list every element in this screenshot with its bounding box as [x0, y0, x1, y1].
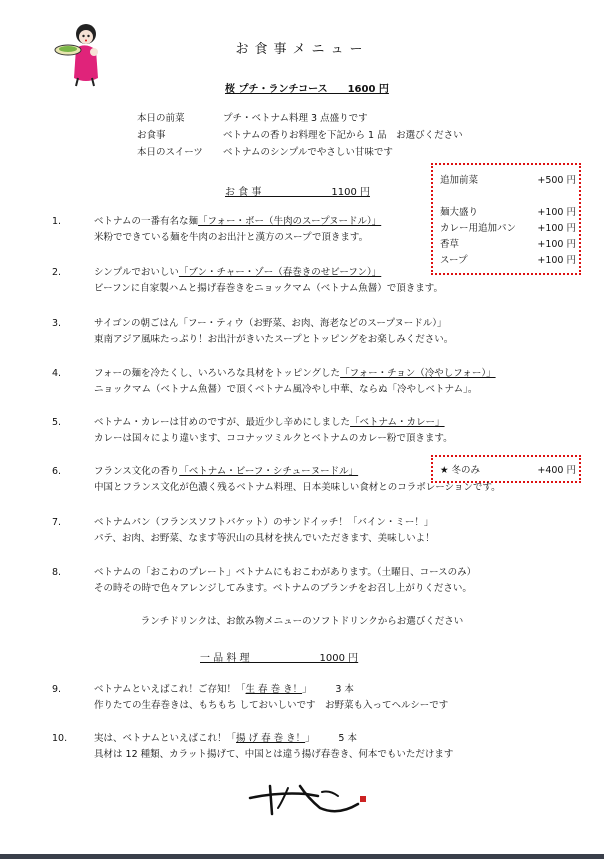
addon-price: +100 円: [537, 239, 576, 250]
menu-item: [52, 731, 454, 763]
item-desc: ビーフンに自家製ハムと揚げ春巻きをニョックマム（ベトナム魚醤）で頂きます。: [94, 283, 444, 294]
item-number: 1.: [52, 216, 62, 227]
item-highlight: 揚 げ 春 巻 き！: [236, 733, 306, 744]
addon-price: +100 円: [537, 223, 576, 234]
item-highlight: 「ベトナム・カレー」: [350, 417, 445, 428]
addon-name: カレー用追加パン: [440, 223, 517, 234]
addon-price: +100 円: [537, 207, 576, 218]
item-desc: 中国とフランス文化が色濃く残るベトナム料理、日本美味しい食材とのコラボレーションです。: [94, 482, 501, 493]
course-label: お食事: [137, 130, 166, 141]
menu-item: [52, 265, 444, 297]
item-intro: フォーの麺を冷たくし、いろいろな具材をトッピングした: [94, 368, 341, 379]
item-desc: 東南アジア風味たっぷり！お出汁がきいたスープとトッピングをお楽しみください。: [94, 334, 454, 345]
item-count: 」 5 本: [305, 733, 357, 744]
lunch-course-title: 桜 プチ・ランチコース 1600 円: [225, 84, 389, 95]
bottom-bar: [0, 854, 604, 859]
item-intro: シンプルでおいしい: [94, 267, 179, 278]
course-desc: プチ・ベトナム料理 3 点盛りです: [223, 113, 368, 124]
drink-note: ランチドリンクは、お飲み物メニューのソフトドリンクからお選びください: [140, 616, 464, 627]
menu-item: [52, 214, 382, 246]
item-desc: ニョックマム（ベトナム魚醤）で頂くベトナム風冷やし中華、ならぬ「冷やしベトナム」。: [94, 384, 478, 395]
addon-name: 麺大盛り: [440, 207, 479, 218]
item-number: 3.: [52, 318, 62, 329]
course-desc: ベトナムの香りお料理を下記から 1 品 お選びください: [223, 130, 463, 141]
addon-name: 追加前菜: [440, 175, 479, 186]
a-la-carte-header: 一 品 料 理 1000 円: [200, 653, 359, 664]
addon-price: +500 円: [537, 175, 576, 186]
addon-item: [440, 252, 576, 266]
menu-item: [52, 464, 501, 496]
item-desc: パテ、お肉、お野菜、なます等沢山の具材を挟んでいただきます、美味しいよ！: [94, 533, 435, 544]
addon-name: 香草: [440, 239, 460, 250]
item-highlight: 生 春 巻 き！: [245, 684, 303, 695]
item-number: 5.: [52, 417, 62, 428]
item-intro: 実は、ベトナムといえばこれ！「: [94, 733, 237, 744]
addon-item: [440, 236, 576, 250]
item-highlight: 「フォー・チョン（冷やしフォー）」: [340, 368, 496, 379]
course-label: 本日の前菜: [137, 113, 185, 124]
item-intro: ベトナム・カレーは甘めのですが、最近少し辛めにしました: [94, 417, 351, 428]
item-intro: ベトナムの一番有名な麺: [94, 216, 199, 227]
item-intro: ベトナムといえばこれ！ご存知！「: [94, 684, 246, 695]
item-number: 9.: [52, 684, 62, 695]
course-row: [137, 144, 463, 161]
item-highlight: 「ブン・チャー・ゾー（春巻きのせビーフン）」: [178, 267, 382, 278]
item-intro: ベトナムの「おこわのプレート」ベトナムにもおこわがあります。（土曜日、コースのみ）: [94, 567, 477, 578]
winter-price: +400 円: [537, 465, 576, 476]
course-row: [137, 110, 463, 127]
addon-price: +100 円: [537, 255, 576, 266]
item-number: 10.: [52, 733, 68, 744]
lunch-course-details: [137, 110, 463, 161]
winter-label: ★ 冬のみ: [440, 465, 481, 476]
item-number: 4.: [52, 368, 62, 379]
calligraphy-signature-icon: [248, 778, 378, 818]
course-desc: ベトナムのシンプルでやさしい甘味です: [223, 147, 393, 158]
item-highlight: 「ベトナム・ビーフ・シチューヌードル」: [179, 466, 359, 477]
item-intro: フランス文化の香り: [94, 466, 180, 477]
page-title: お食事メニュー: [235, 42, 369, 57]
item-desc: 具材は 12 種類、カラット揚げて、中国とは違う揚げ春巻き、何本でもいただけます: [94, 749, 454, 760]
addon-item: [440, 204, 576, 218]
item-number: 7.: [52, 517, 62, 528]
item-number: 2.: [52, 267, 62, 278]
menu-item: [52, 565, 477, 597]
addon-name: スープ: [440, 255, 468, 266]
item-count: 」 3 本: [302, 684, 354, 695]
menu-item: [52, 415, 453, 447]
item-desc: カレーは国々により違います、ココナッツミルクとベトナムのカレー粉で頂きます。: [94, 433, 453, 444]
item-number: 6.: [52, 466, 62, 477]
meal-section-header: お 食 事 1100 円: [225, 187, 370, 198]
menu-item: [52, 515, 435, 547]
item-highlight: 「フォー・ボー（牛肉のスープヌードル）」: [198, 216, 382, 227]
course-row: [137, 127, 463, 144]
item-desc: 作りたての生春巻きは、もちもち しておいしいです お野菜も入ってヘルシーです: [94, 700, 449, 711]
menu-item: [52, 366, 496, 398]
course-label: 本日のスイーツ: [137, 147, 203, 158]
item-intro: サイゴンの朝ごはん「フー・ティウ（お野菜、お肉、海老などのスープヌードル）」: [94, 318, 447, 329]
item-desc: その時その時で色々アレンジしてみます。ベトナムのブランチをお召し上がりください。: [94, 583, 472, 594]
menu-item: [52, 682, 449, 714]
addon-item: [440, 172, 576, 186]
item-desc: 米粉でできている麺を牛肉のお出汁と漢方のスープで頂きます。: [94, 232, 369, 243]
menu-item: [52, 316, 454, 348]
addon-item: [440, 220, 576, 234]
item-intro: ベトナムパン（フランスソフトバケット）のサンドイッチ！「バイン・ミー！」: [94, 517, 434, 528]
item-number: 8.: [52, 567, 62, 578]
